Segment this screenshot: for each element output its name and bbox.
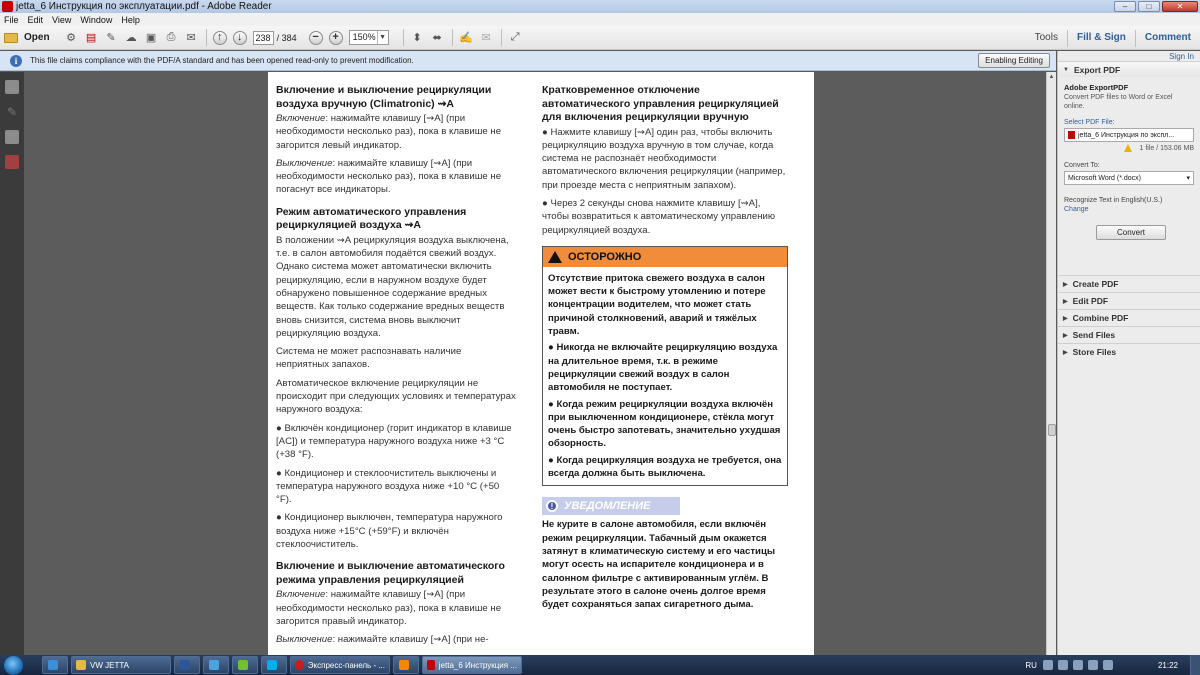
attachments-icon[interactable]	[5, 155, 19, 169]
combine-pdf-label: Combine PDF	[1072, 313, 1129, 323]
taskbar-folder-vw-jetta[interactable]	[71, 656, 171, 674]
navigation-pane	[0, 72, 24, 655]
taskbar-app-ie[interactable]	[42, 656, 68, 674]
warning-bullet: ● Когда рециркуляция воздуха не требуется, она всегда должна быть выключена.	[548, 454, 782, 480]
tools-pane	[1057, 51, 1200, 655]
task-tabs	[1026, 26, 1200, 50]
convert-format-select[interactable]	[1064, 171, 1194, 185]
taskbar-app-media[interactable]	[203, 656, 229, 674]
expand-triangle-icon: ▶	[1063, 332, 1068, 339]
paragraph: Выключение: нажимайте клавишу [⇝A] (при необходимости несколько раз), пока в клавише не погаснут все индикаторы.	[276, 157, 502, 196]
pdf-file-icon	[1068, 131, 1075, 139]
section-auto-mode-toggle	[276, 560, 516, 646]
tab-comment[interactable]: Comment	[1144, 32, 1191, 43]
paragraph: Выключение: нажимайте клавишу [⇝A] (при не-	[276, 634, 489, 646]
zoom-value: 150%	[352, 32, 376, 42]
bullet-item: ● Кондиционер выключен, температура наружного воздуха ниже +15°C (+59°F) и включён стеклоочиститель.	[276, 512, 503, 551]
toolbar-separator	[452, 29, 453, 46]
menu-view[interactable]: View	[52, 14, 72, 25]
selected-file-name: jetta_6 Инструкция по экспл...	[1078, 131, 1175, 139]
taskbar-opera[interactable]	[290, 656, 390, 674]
combine-pdf-item[interactable]	[1058, 309, 1200, 326]
section-heading: Режим автоматического управления рециркуляцией воздуха ⇝A	[276, 205, 467, 232]
open-button[interactable]	[4, 32, 50, 43]
tab-tools[interactable]: Tools	[1034, 32, 1058, 43]
volume-icon[interactable]	[1103, 660, 1113, 670]
notice-title: УВЕДОМЛЕНИЕ	[564, 500, 651, 513]
edit-pdf-item[interactable]	[1058, 292, 1200, 309]
clock[interactable]: 21:22	[1157, 660, 1178, 670]
tray-icon[interactable]	[1058, 660, 1068, 670]
expand-triangle-icon: ▶	[1063, 349, 1068, 356]
bullet-item: ● Через 2 секунды снова нажмите клавишу [⇝A], чтобы возвратиться к автоматическому управлению рециркуляцией воздуха.	[542, 197, 776, 236]
selected-file-field[interactable]	[1064, 128, 1194, 142]
next-page-icon[interactable]: ↓	[233, 31, 247, 45]
adobe-reader-icon	[2, 1, 13, 12]
vlc-icon	[399, 660, 409, 670]
recognize-text-label: Recognize Text in English(U.S.)	[1064, 197, 1163, 204]
save-icon[interactable]: ▣	[145, 32, 157, 44]
export-description: Convert PDF files to Word or Excel online.	[1064, 94, 1173, 110]
info-icon: i	[10, 55, 22, 67]
document-message-bar	[0, 51, 1056, 71]
sign-in-link[interactable]: Sign In	[1169, 52, 1194, 61]
chevron-down-icon: ▼	[377, 31, 388, 44]
bullet-item: ● Нажмите клавишу [⇝A] один раз, чтобы включить рециркуляцию воздуха вручную в том случае, когда система не распознаёт необходимости автоматического включения рециркуляции (например, при проезде места с неприятным запахом).	[542, 126, 786, 191]
select-file-label: Select PDF File:	[1064, 119, 1115, 126]
create-pdf-label: Create PDF	[1072, 279, 1119, 289]
warning-body	[543, 267, 787, 485]
taskbar	[0, 655, 1200, 675]
create-pdf-icon[interactable]: ⚙	[66, 32, 76, 44]
info-message: This file claims compliance with the PDF/A standard and has been opened read-only to prevent modification.	[30, 56, 414, 65]
export-title: Adobe ExportPDF	[1064, 83, 1129, 92]
language-indicator[interactable]: RU	[1025, 660, 1037, 670]
store-files-label: Store Files	[1072, 347, 1117, 357]
zoom-out-icon[interactable]: −	[309, 31, 323, 45]
layers-icon[interactable]	[5, 130, 19, 144]
window-title: jetta_6 Инструкция по эксплуатации.pdf - Adobe Reader	[16, 1, 272, 12]
toolbar-separator	[206, 29, 207, 46]
toolbar	[0, 26, 1200, 50]
warning-text: Отсутствие притока свежего воздуха в салон может вести к быстрому утомлению и потере концентрации водителем, что может стать причиной столкновений, аварий и тяжёлых травм.	[548, 272, 766, 338]
vertical-scrollbar[interactable]	[1046, 72, 1056, 655]
page-column-right	[542, 84, 788, 616]
folder-icon	[4, 33, 18, 43]
close-button[interactable]: ✕	[1162, 1, 1198, 12]
bullet-item: ● Кондиционер и стеклоочиститель выключены и температура наружного воздуха ниже +10 °C (+50 °F).	[276, 467, 500, 506]
page-column-left	[276, 84, 516, 655]
menu-help[interactable]: Help	[121, 14, 140, 25]
minimize-button[interactable]: –	[1114, 1, 1136, 12]
task-label: VW JETTA	[90, 660, 129, 670]
send-files-item[interactable]	[1058, 326, 1200, 343]
export-pdf-panel	[1058, 77, 1200, 275]
change-language-link[interactable]: Change	[1064, 206, 1089, 213]
section-auto-recirculation	[276, 206, 516, 552]
section-heading: Включение и выключение автоматического режима управления рециркуляцией	[276, 560, 505, 586]
browser-icon	[48, 660, 58, 670]
menu-file[interactable]: File	[4, 14, 19, 25]
pdf-icon[interactable]: ▤	[85, 32, 97, 44]
pdf-page	[268, 72, 814, 655]
document-viewport[interactable]	[24, 72, 1046, 655]
tab-fill-sign[interactable]: Fill & Sign	[1076, 32, 1126, 43]
store-files-item[interactable]	[1058, 343, 1200, 360]
upload-icon[interactable]: ☁	[125, 32, 137, 44]
page-number-input[interactable]: 238	[253, 31, 274, 45]
media-icon	[209, 660, 219, 670]
comment-icon[interactable]: ✉	[481, 32, 491, 44]
notice-text: Не курите в салоне автомобиля, если включён режим рециркуляции. Табачный дым окажется затянут в климатическую систему и его частицы могут осесть на испарителе кондиционера и в салонном фильтре с активированным углём. В результате этого в салоне очень долгое время будет сохраняться запах сигаретного дыма.	[542, 519, 776, 611]
network-icon[interactable]	[1088, 660, 1098, 670]
paragraph: Включение: нажимайте клавишу [⇝A] (при необходимости несколько раз), пока в клавише не загорится правый индикатор.	[276, 589, 502, 627]
convert-to-label: Convert To:	[1064, 162, 1100, 169]
task-label: Экспресс-панель - ...	[307, 660, 385, 670]
taskbar-adobe-reader[interactable]	[422, 656, 522, 674]
scrollbar-thumb[interactable]	[1048, 424, 1056, 436]
chevron-down-icon: ▾	[1186, 175, 1190, 182]
convert-format-value: Microsoft Word (*.docx)	[1068, 174, 1141, 182]
file-info	[1064, 144, 1194, 152]
collapse-triangle-icon: ▼	[1063, 66, 1069, 73]
edit-icon[interactable]: ✎	[106, 32, 116, 44]
taskbar-app-word[interactable]	[174, 656, 200, 674]
word-icon	[180, 660, 190, 670]
export-pdf-label: Export PDF	[1073, 64, 1121, 75]
exclamation-icon: !	[546, 500, 558, 512]
opera-icon	[295, 660, 304, 670]
page-total: / 384	[276, 32, 297, 43]
fit-width-icon[interactable]: ⬌	[432, 32, 442, 44]
notice-block	[542, 497, 788, 611]
skype-icon	[267, 660, 277, 670]
taskbar-app-skype[interactable]	[261, 656, 287, 674]
warning-icon	[1124, 144, 1132, 152]
page-thumbnails-icon[interactable]	[5, 80, 19, 94]
warning-box	[542, 246, 788, 486]
warning-header	[543, 247, 787, 267]
menu-bar	[0, 13, 1200, 26]
expand-triangle-icon: ▶	[1063, 298, 1068, 305]
expand-icon[interactable]: ⤢	[510, 31, 520, 43]
section-heading: Кратковременное отключение автоматического управления рециркуляцией для включения рециркуляции вручную	[542, 84, 779, 123]
section-heading: Включение и выключение рециркуляции воздуха вручную (Climatronic) ⇝A	[276, 84, 492, 110]
fit-page-icon[interactable]: ⬍	[412, 32, 422, 44]
warning-bullet: ● Никогда не включайте рециркуляцию воздуха на длительное время, т.к. в режиме рециркуляции свежий воздух в салон автомобиля не поступает.	[548, 342, 778, 394]
file-size-text: 1 file / 153.06 MB	[1139, 144, 1194, 152]
warning-triangle-icon	[548, 251, 562, 263]
section-manual-recirculation	[276, 84, 516, 197]
menu-window[interactable]: Window	[80, 14, 113, 25]
paragraph: Автоматическое включение рециркуляции не происходит при следующих условиях и температурах наружного воздуха:	[276, 377, 516, 416]
paragraph: Система не может распознавать наличие неприятных запахов.	[276, 346, 462, 371]
sign-icon[interactable]: ✍	[459, 32, 473, 44]
signatures-icon[interactable]: ✎	[6, 105, 18, 119]
export-pdf-header[interactable]	[1058, 61, 1200, 77]
maximize-button[interactable]: □	[1138, 1, 1160, 12]
send-files-label: Send Files	[1072, 330, 1116, 340]
bullet-item: ● Включён кондиционер (горит индикатор в клавише [AC]) и температура наружного воздуха ниже +3 °C (+38 °F).	[276, 422, 512, 461]
paragraph: В положении ⇝A рециркуляция воздуха выключена, т.е. в салон автомобиля подаётся свежий воздух. Однако система может автоматически включить рециркуляцию, если в наружном воздухе будет обнаружено повышенное содержание вредных веществ. Как только содержание вредных веществ вновь снизится, система вновь выключит рециркуляцию воздуха.	[276, 234, 509, 339]
folder-icon	[76, 660, 86, 670]
system-tray	[1025, 655, 1200, 675]
tray-icon[interactable]	[1043, 660, 1053, 670]
warning-bullet: ● Когда режим рециркуляции воздуха включён при выключенном кондиционере, стёкла могут очень быстро запотевать, значительно ухудшая обзорность.	[548, 398, 781, 450]
task-label: jetta_6 Инструкция ...	[438, 660, 517, 670]
title-bar	[0, 0, 1200, 13]
zoom-in-icon[interactable]: +	[329, 31, 343, 45]
tray-icon[interactable]	[1073, 660, 1083, 670]
create-pdf-item[interactable]	[1058, 275, 1200, 292]
notice-header	[542, 497, 680, 515]
zoom-select[interactable]	[349, 30, 389, 45]
utorrent-icon	[238, 660, 248, 670]
paragraph: Включение: нажимайте клавишу [⇝A] (при необходимости несколько раз), пока в клавише не загорится левый индикатор.	[276, 113, 502, 151]
show-desktop-button[interactable]	[1190, 655, 1200, 675]
start-button[interactable]	[4, 656, 23, 675]
warning-title: ОСТОРОЖНО	[568, 250, 642, 263]
taskbar-app-utorrent[interactable]	[232, 656, 258, 674]
section-temporary-disable	[542, 84, 788, 237]
print-icon[interactable]: ⎙	[166, 31, 176, 43]
email-icon[interactable]: ✉	[186, 32, 196, 44]
toolbar-separator	[501, 29, 502, 46]
scroll-up-icon[interactable]: ▲	[1048, 74, 1055, 80]
menu-edit[interactable]: Edit	[27, 14, 44, 25]
toolbar-separator	[403, 29, 404, 46]
pdf-file-icon	[427, 660, 435, 670]
taskbar-app-vlc[interactable]	[393, 656, 419, 674]
convert-button[interactable]: Convert	[1096, 225, 1166, 240]
open-label: Open	[24, 32, 50, 43]
enable-editing-button[interactable]: Enabling Editing	[978, 53, 1050, 68]
expand-triangle-icon: ▶	[1063, 315, 1068, 322]
previous-page-icon[interactable]: ↑	[213, 31, 227, 45]
expand-triangle-icon: ▶	[1063, 281, 1068, 288]
edit-pdf-label: Edit PDF	[1072, 296, 1109, 306]
